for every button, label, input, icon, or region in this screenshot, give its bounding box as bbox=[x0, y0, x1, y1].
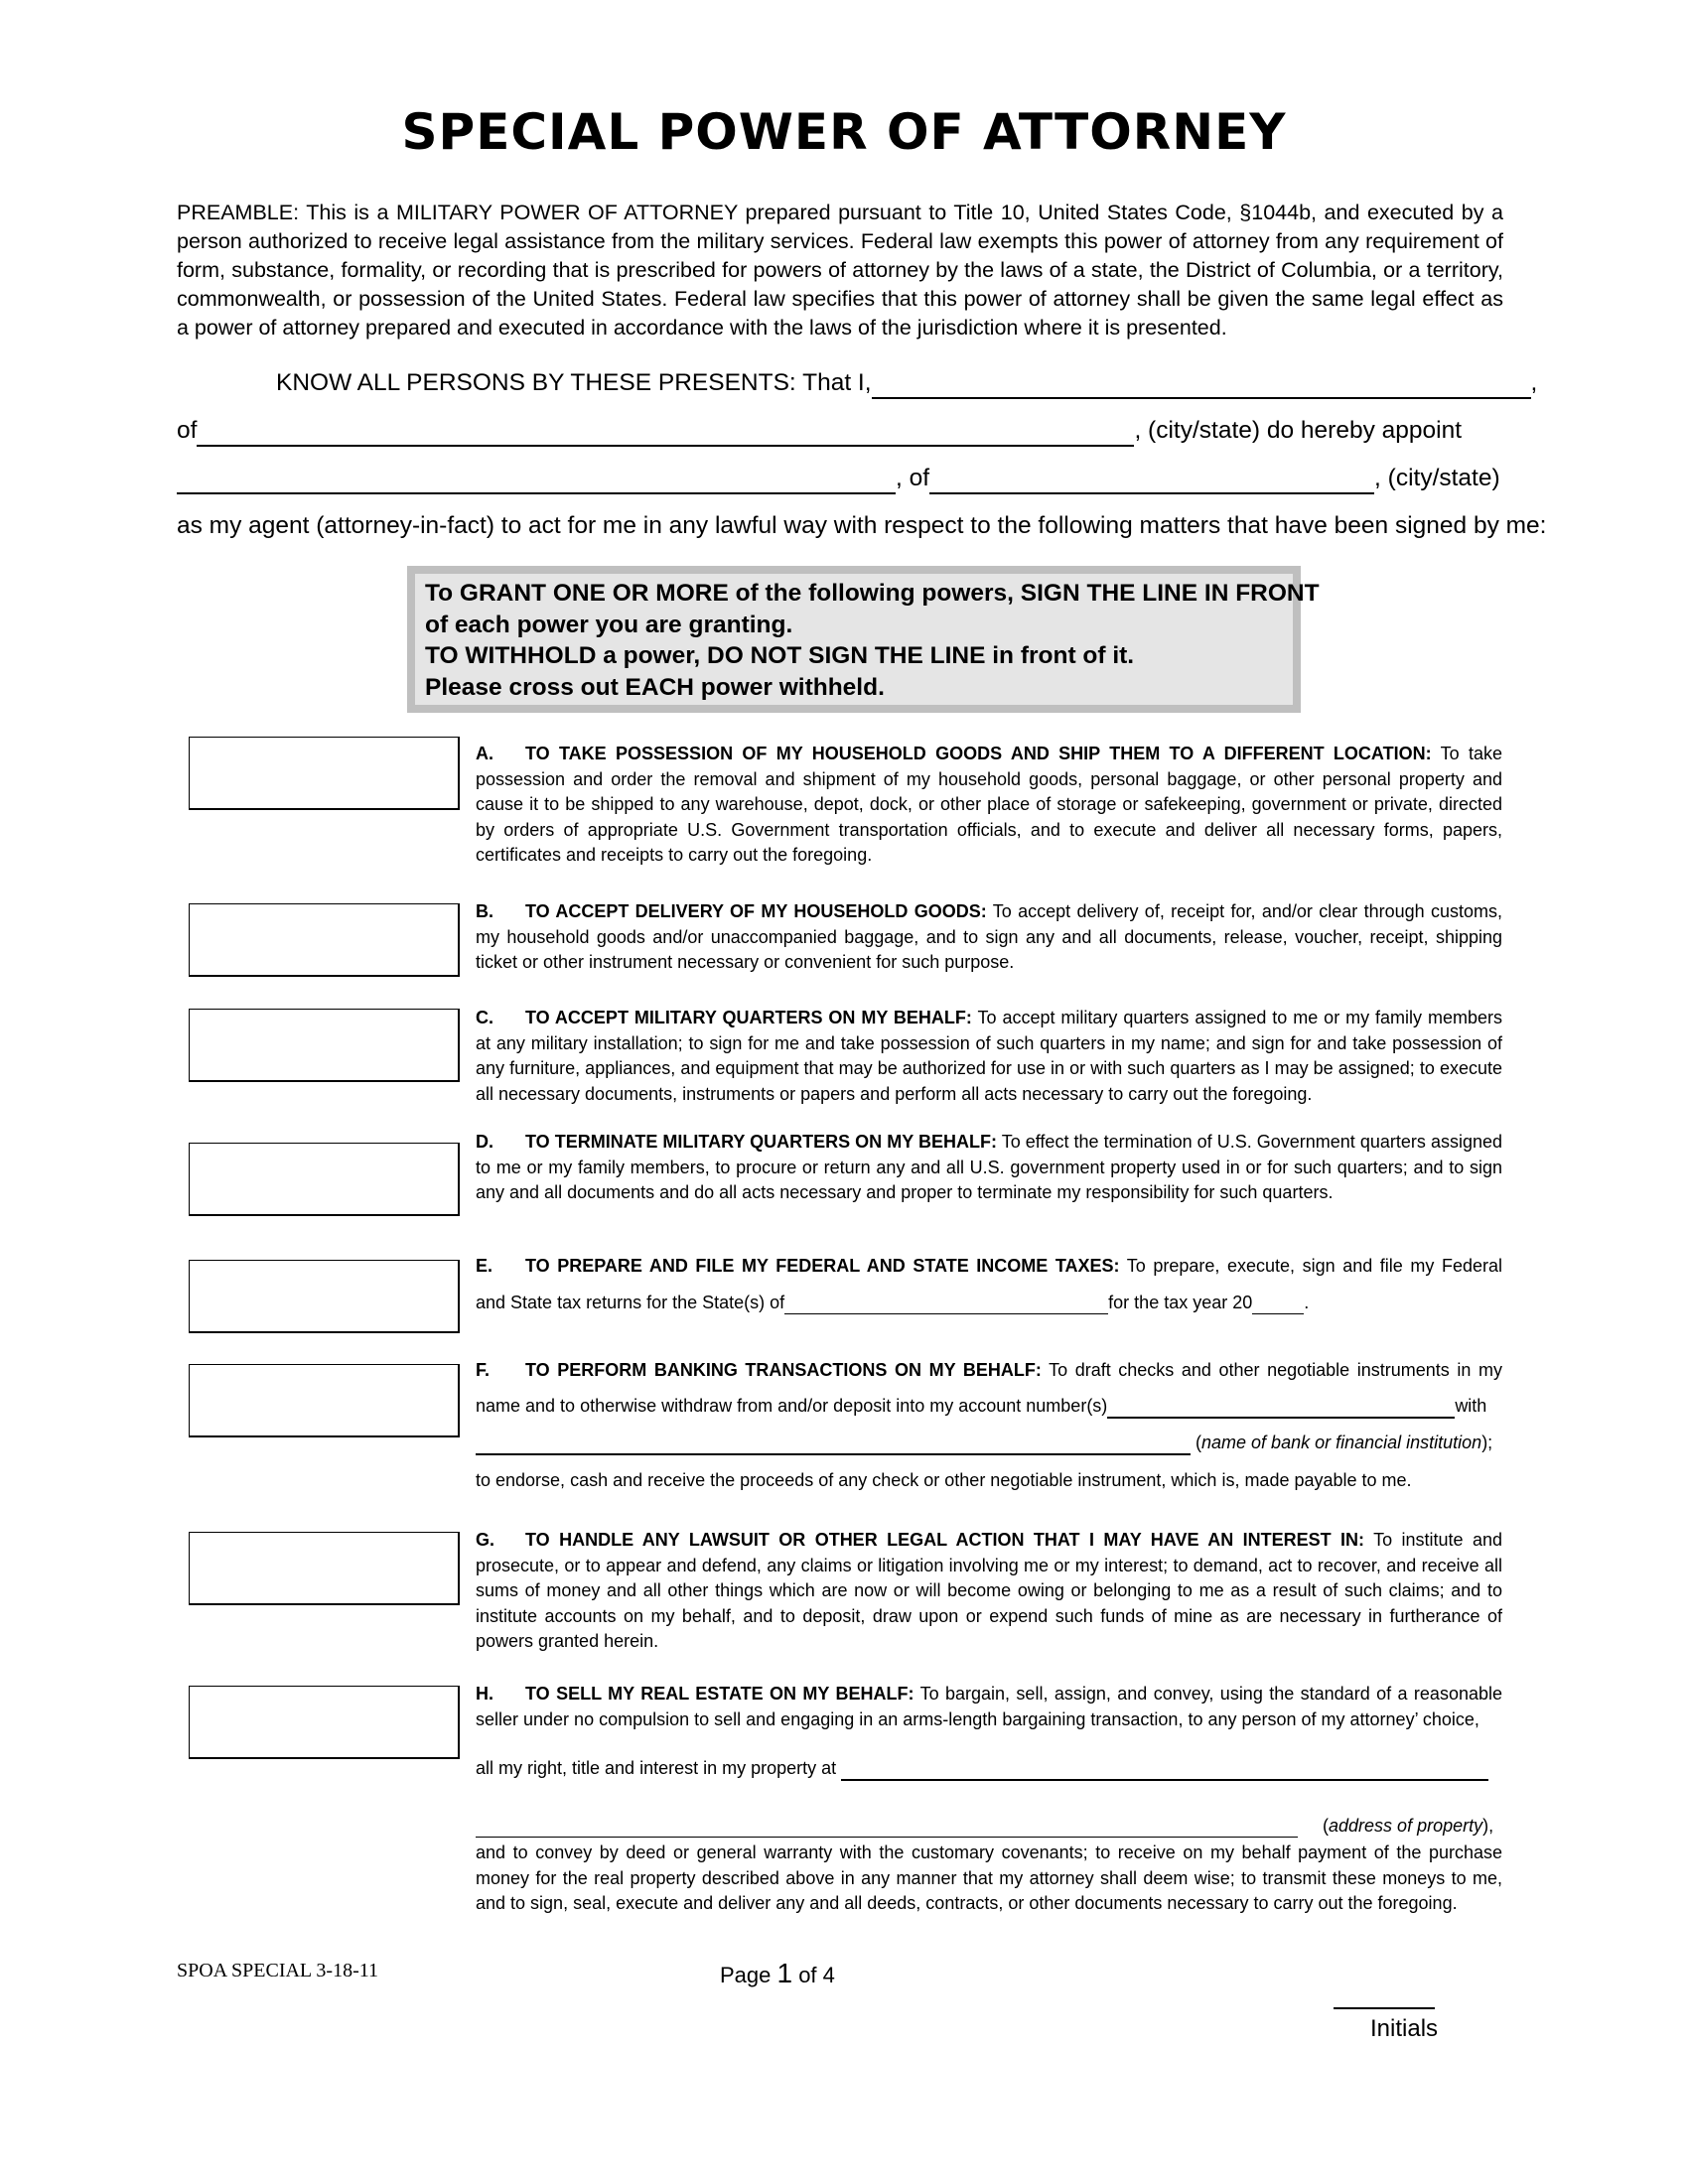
period: . bbox=[1304, 1293, 1310, 1312]
power-heading: TO PERFORM BANKING TRANSACTIONS ON MY BEHALF: bbox=[525, 1360, 1042, 1380]
account-label: name and to otherwise withdraw from and/or deposit into my account number(s) bbox=[476, 1396, 1108, 1416]
power-letter: A. bbox=[476, 744, 493, 763]
of-label: of bbox=[177, 417, 198, 444]
power-f bbox=[476, 1358, 1502, 1384]
bank-caption: name of bank or financial institution bbox=[1201, 1433, 1482, 1452]
instruction-line: Please cross out EACH power withheld. bbox=[425, 673, 885, 701]
agent-address-field[interactable] bbox=[929, 465, 1374, 494]
grantor-name-field[interactable] bbox=[872, 369, 1531, 399]
page-title: SPECIAL POWER OF ATTORNEY bbox=[401, 103, 1287, 161]
paren: ( bbox=[1196, 1433, 1202, 1452]
property-field[interactable] bbox=[841, 1758, 1488, 1781]
power-text: To take possession and order the removal and shipment of my household goods, personal baggage, or other personal property and cause it to be shipped to any warehouse, depot, dock, or other place of storage or safekeeping, government or private, directed by orders of appropriate U.S. Government transportation officials, and to execute and deliver all necessary forms, papers, certificates and receipts to carry out the foregoing. bbox=[476, 744, 1502, 865]
account-number-field[interactable] bbox=[1107, 1396, 1455, 1419]
page-prefix: Page bbox=[720, 1963, 777, 1987]
city-state-label: , (city/state) bbox=[1374, 465, 1500, 491]
power-heading: TO PREPARE AND FILE MY FEDERAL AND STATE INCOME TAXES: bbox=[525, 1256, 1120, 1276]
signature-box-e[interactable] bbox=[189, 1260, 460, 1333]
power-letter: F. bbox=[476, 1360, 491, 1380]
property-address-field[interactable] bbox=[476, 1816, 1298, 1838]
power-letter: G. bbox=[476, 1530, 495, 1550]
power-letter: B. bbox=[476, 901, 493, 921]
power-a bbox=[476, 742, 1502, 869]
power-h-line-2 bbox=[476, 1758, 1488, 1781]
with-label: with bbox=[1455, 1396, 1487, 1416]
signature-box-d[interactable] bbox=[189, 1143, 460, 1216]
of-label-2: , of bbox=[896, 465, 930, 491]
power-text: To accept military quarters assigned to me or my family members at any military installation; to sign for me and take possession of such quarters in my name; and sign for and take possession of any furniture, appliances, and equipment that may be authorized for use in or with such quarters as I may be assigned; to execute all necessary documents, instruments or papers and perform all acts necessary to carry out the foregoing. bbox=[476, 1008, 1502, 1104]
power-b bbox=[476, 899, 1502, 976]
appointment-intro: KNOW ALL PERSONS BY THESE PRESENTS: That I, bbox=[276, 369, 872, 396]
power-letter: D. bbox=[476, 1132, 493, 1152]
paren: ); bbox=[1481, 1433, 1493, 1452]
power-f-line-2 bbox=[476, 1396, 1486, 1419]
power-f-line-3 bbox=[476, 1433, 1492, 1455]
signature-box-b[interactable] bbox=[189, 903, 460, 977]
power-e-line-2 bbox=[476, 1293, 1309, 1314]
bank-name-field[interactable] bbox=[476, 1433, 1191, 1455]
agent-name-field[interactable] bbox=[177, 465, 896, 494]
power-letter: H. bbox=[476, 1684, 493, 1704]
address-caption: address of property bbox=[1329, 1816, 1483, 1836]
power-text: To draft checks and other negotiable instruments in my bbox=[1049, 1360, 1502, 1380]
power-d bbox=[476, 1130, 1502, 1206]
power-e bbox=[476, 1254, 1502, 1280]
power-heading: TO TERMINATE MILITARY QUARTERS ON MY BEHALF: bbox=[525, 1132, 997, 1152]
paren: ), bbox=[1482, 1816, 1494, 1836]
power-h-remainder: and to convey by deed or general warranty with the customary covenants; to receive on my behalf payment of the purchase money for the real property described above in any manner that my attorney shall deem wise; to transmit these moneys to me, and to sign, seal, execute and deliver any and all deeds, contracts, or other documents necessary to carry out the foregoing. bbox=[476, 1843, 1502, 1913]
power-text: To bargain, sell, assign, and convey, using the standard of a reasonable seller under no compulsion to sell and engaging in an arms-length bargaining transaction, to any person of my attorney’ choice, bbox=[476, 1684, 1502, 1729]
power-letter: C. bbox=[476, 1008, 493, 1027]
instruction-line: To GRANT ONE OR MORE of the following powers, SIGN THE LINE IN FRONT bbox=[425, 580, 1320, 607]
power-text: To effect the termination of U.S. Government quarters assigned to me or my family members, to procure or return any and all U.S. government property used in or for such quarters; and to sign any and all documents and do all acts necessary and proper to terminate my responsibility for such quarters. bbox=[476, 1132, 1502, 1202]
page-suffix: of 4 bbox=[792, 1963, 835, 1987]
power-h bbox=[476, 1682, 1502, 1732]
power-heading: TO TAKE POSSESSION OF MY HOUSEHOLD GOODS AND SHIP THEM TO A DIFFERENT LOCATION: bbox=[525, 744, 1432, 763]
tax-year-field[interactable] bbox=[1252, 1293, 1304, 1314]
power-h-line-3 bbox=[476, 1816, 1493, 1838]
power-text: To institute and prosecute, or to appear and defend, any claims or litigation involving me or my interest; to demand, act to recover, and receive all sums of money and all other things which are now or will become owing or belonging to me as a result of such claims; and to institute accounts on my behalf, and to deposit, draw upon or expend such funds of mine as are necessary in furtherance of powers granted herein. bbox=[476, 1530, 1502, 1651]
power-heading: TO SELL MY REAL ESTATE ON MY BEHALF: bbox=[525, 1684, 914, 1704]
appointment-line-1 bbox=[276, 369, 1537, 399]
initials-label: Initials bbox=[1370, 2015, 1439, 2042]
state-label: and State tax returns for the State(s) of bbox=[476, 1293, 785, 1312]
comma: , bbox=[1530, 369, 1538, 396]
paren: ( bbox=[1323, 1816, 1330, 1836]
power-heading: TO HANDLE ANY LAWSUIT OR OTHER LEGAL ACTION THAT I MAY HAVE AN INTEREST IN: bbox=[525, 1530, 1365, 1550]
power-g bbox=[476, 1528, 1502, 1655]
instruction-line: TO WITHHOLD a power, DO NOT SIGN THE LINE in front of it. bbox=[425, 642, 1135, 669]
instruction-text bbox=[425, 578, 1320, 703]
appointment-line-3 bbox=[177, 465, 1500, 494]
power-heading: TO ACCEPT DELIVERY OF MY HOUSEHOLD GOODS: bbox=[525, 901, 987, 921]
appoint-label: , (city/state) do hereby appoint bbox=[1134, 417, 1463, 444]
form-id: SPOA SPECIAL 3-18-11 bbox=[177, 1960, 378, 1981]
preamble: PREAMBLE: This is a MILITARY POWER OF ATTORNEY prepared pursuant to Title 10, United States Code, §1044b, and executed by a person authorized to receive legal assistance from the military services. Federal law exempts this power of attorney from any requirement of form, substance, formality, or recording that is prescribed for powers of attorney by the laws of a state, the District of Columbia, or a territory, commonwealth, or possession of the United States. Federal law specifies that this power of attorney shall be given the same legal effect as a power of attorney prepared and executed in accordance with the laws of the jurisdiction where it is presented. bbox=[177, 201, 1503, 340]
instruction-line: of each power you are granting. bbox=[425, 611, 793, 638]
signature-box-f[interactable] bbox=[189, 1364, 460, 1437]
signature-box-h[interactable] bbox=[189, 1686, 460, 1759]
power-c bbox=[476, 1006, 1502, 1107]
appointment-line-2 bbox=[177, 417, 1462, 447]
tax-year-label: for the tax year 20 bbox=[1108, 1293, 1253, 1312]
tax-state-field[interactable] bbox=[784, 1293, 1108, 1314]
signature-box-c[interactable] bbox=[189, 1009, 460, 1082]
power-letter: E. bbox=[476, 1256, 493, 1276]
power-text: To accept delivery of, receipt for, and/or clear through customs, my household goods and/or unaccompanied baggage, and to sign any and all documents, release, voucher, receipt, shipping ticket or other instrument necessary or convenient for such purpose. bbox=[476, 901, 1502, 972]
initials-line[interactable] bbox=[1334, 2007, 1435, 2009]
signature-box-a[interactable] bbox=[189, 737, 460, 810]
power-heading: TO ACCEPT MILITARY QUARTERS ON MY BEHALF: bbox=[525, 1008, 972, 1027]
grantor-address-field[interactable] bbox=[197, 417, 1134, 447]
page-number-value: 1 bbox=[776, 1958, 793, 1988]
property-label: all my right, title and interest in my property at bbox=[476, 1758, 837, 1778]
signature-box-g[interactable] bbox=[189, 1532, 460, 1605]
power-f-line-4: to endorse, cash and receive the proceeds of any check or other negotiable instrument, which is, made payable to me. bbox=[476, 1470, 1412, 1490]
appointment-line-4: as my agent (attorney-in-fact) to act for me in any lawful way with respect to the following matters that have been signed by me: bbox=[177, 512, 1547, 539]
power-text: To prepare, execute, sign and file my Federal bbox=[1126, 1256, 1502, 1276]
page-number bbox=[720, 1958, 835, 1989]
